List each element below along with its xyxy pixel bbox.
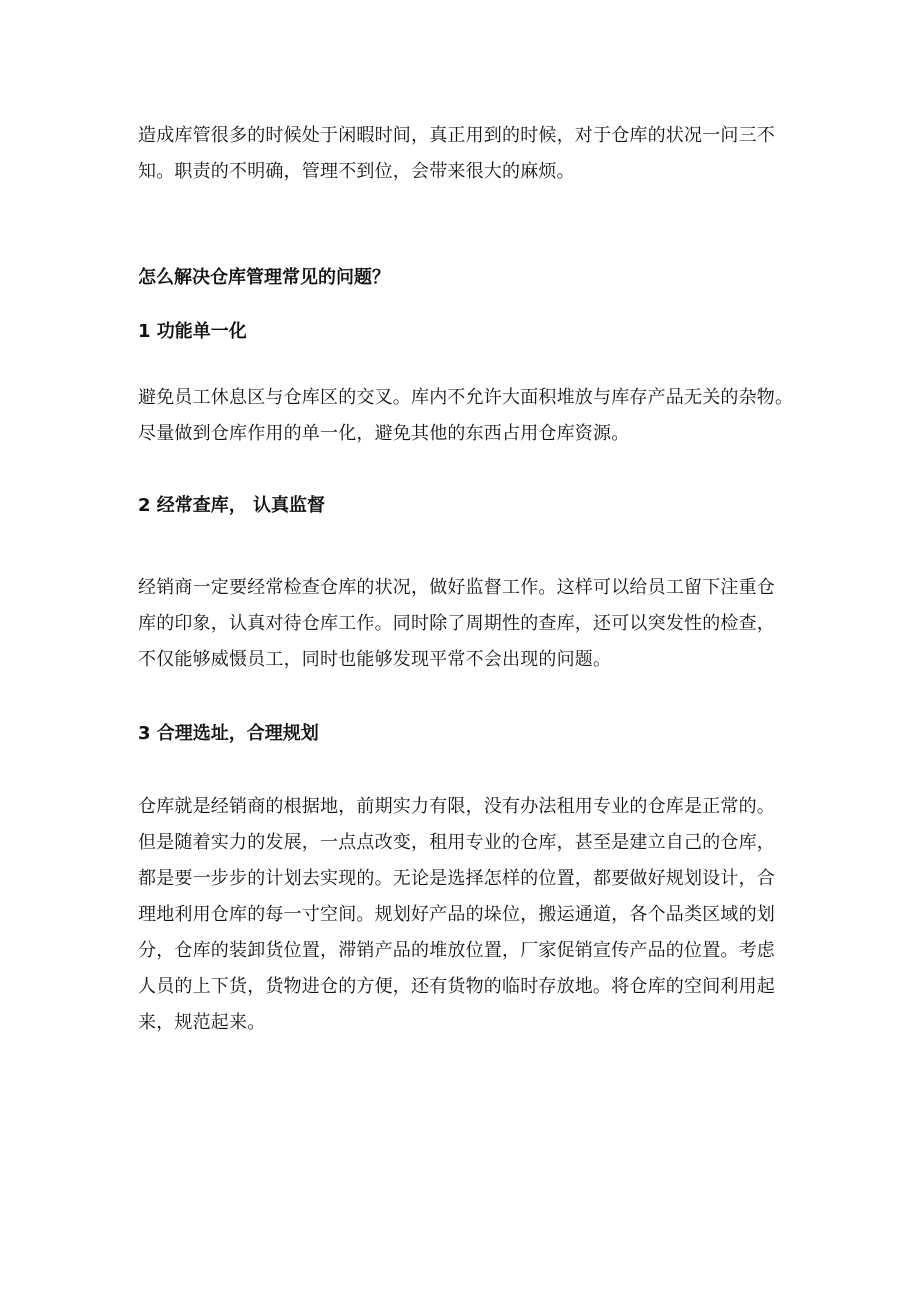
text-line: 尽量做到仓库作用的单一化，避免其他的东西占用仓库资源。 (138, 423, 630, 444)
subsection-paragraph-3 (138, 789, 788, 1041)
subsection-paragraph-2 (138, 570, 788, 678)
text-line: 来，规范起来。 (138, 1012, 266, 1033)
intro-paragraph (138, 118, 788, 190)
text-line: 库的印象，认真对待仓库工作。同时除了周期性的查库，还可以突发性的检查， (138, 613, 775, 634)
text-line: 但是随着实力的发展，一点点改变，租用专业的仓库，甚至是建立自己的仓库， (138, 832, 775, 853)
text-line: 理地利用仓库的每一寸空间。规划好产品的垛位，搬运通道，各个品类区域的划 (138, 904, 775, 925)
text-line: 知。职责的不明确，管理不到位，会带来很大的麻烦。 (138, 161, 575, 182)
text-line: 避免员工休息区与仓库区的交叉。库内不允许大面积堆放与库存产品无关的杂物。 (138, 387, 794, 408)
subsection-heading-1: 1 功能单一化 (138, 321, 247, 342)
text-line: 仓库就是经销商的根据地，前期实力有限，没有办法租用专业的仓库是正常的。 (138, 796, 775, 817)
subsection-heading-2: 2 经常查库， 认真监督 (138, 495, 326, 516)
text-line: 分，仓库的装卸货位置，滞销产品的堆放位置，厂家促销宣传产品的位置。考虑 (138, 940, 775, 961)
subsection-paragraph-1 (138, 380, 794, 452)
text-line: 人员的上下货，货物进仓的方便，还有货物的临时存放地。将仓库的空间利用起 (138, 976, 775, 997)
text-line: 都是要一步步的计划去实现的。无论是选择怎样的位置，都要做好规划设计，合 (138, 868, 775, 889)
text-line: 不仅能够威慑员工，同时也能够发现平常不会出现的问题。 (138, 649, 612, 670)
section-heading: 怎么解决仓库管理常见的问题？ (138, 267, 390, 288)
subsection-heading-3: 3 合理选址，合理规划 (138, 723, 319, 744)
text-line: 经销商一定要经常检查仓库的状况，做好监督工作。这样可以给员工留下注重仓 (138, 577, 775, 598)
text-line: 造成库管很多的时候处于闲暇时间，真正用到的时候，对于仓库的状况一问三不 (138, 125, 775, 146)
